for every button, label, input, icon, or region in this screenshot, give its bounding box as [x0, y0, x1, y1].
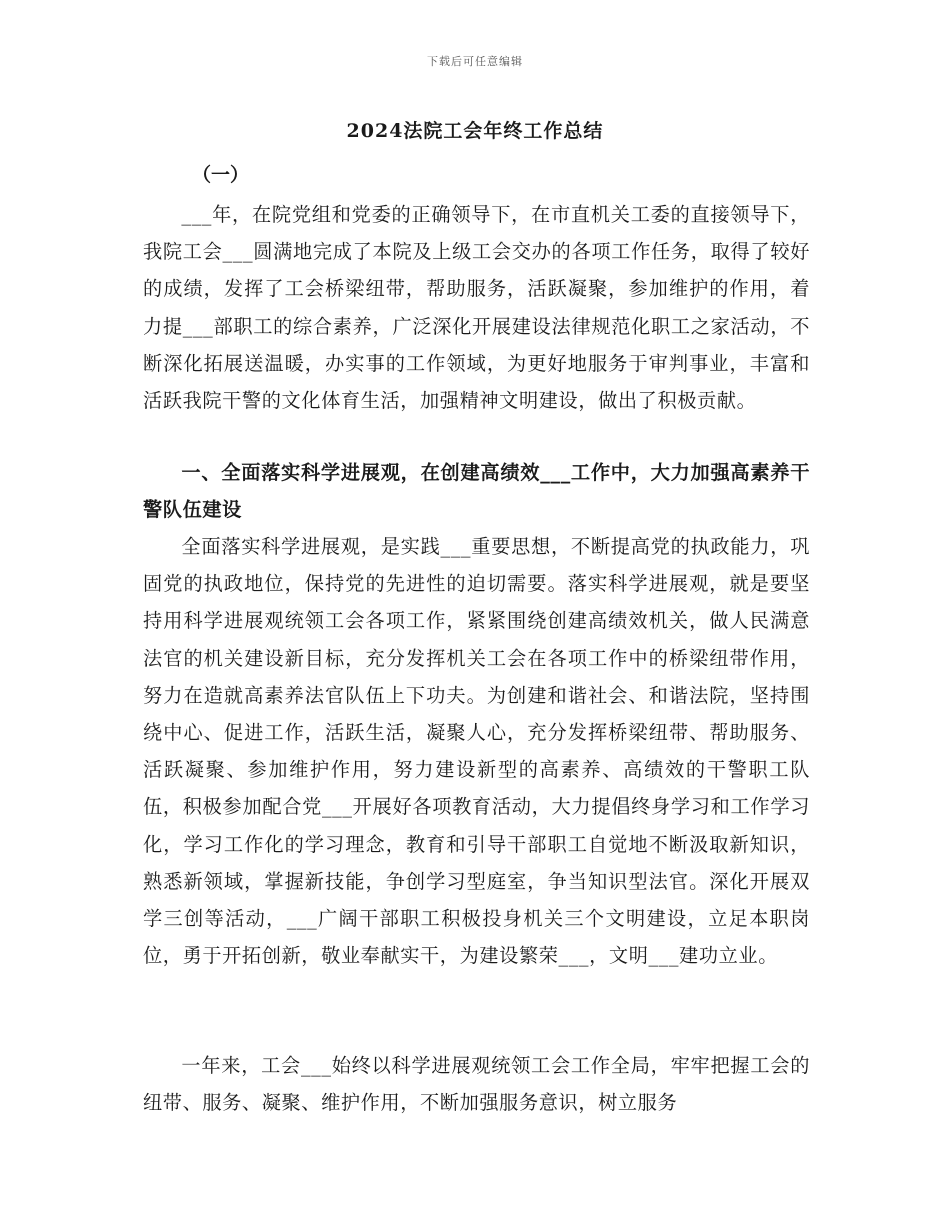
paragraph-1: ___年，在院党组和党委的正确领导下，在市直机关工委的直接领导下，我院工会___圆满地完成了本院及上级工会交办的各项工作任务，取得了较好的成绩，发挥了工会桥梁纽带，帮助服务，活跃凝聚，参加维护的作用，着力提___部职工的综合素养，广泛深化开展建设法律规范化职工之家活动，不断深化拓展送温暖，办实事的工作领域，为更好地服务于审判事业，丰富和活跃我院干警的文化体育生活，加强精神文明建设，做出了积极贡献。	[143, 203, 810, 413]
document-title: 2024法院工会年终工作总结	[346, 120, 604, 142]
paragraph-2: 全面落实科学进展观，是实践___重要思想，不断提高党的执政能力，巩固党的执政地位，保持党的先进性的迫切需要。落实科学进展观，就是要坚持用科学进展观统领工会各项工作，紧紧围绕创建高绩效机关，做人民满意法官的机关建设新目标，充分发挥机关工会在各项工作中的桥梁纽带作用，努力在造就高素养法官队伍上下功夫。为创建和谐社会、和谐法院，坚持围绕中心、促进工作，活跃生活，凝聚人心，充分发挥桥梁纽带、帮助服务、活跃凝聚、参加维护作用，努力建设新型的高素养、高绩效的干警职工队伍，积极参加配合党___开展好各项教育活动，大力提倡终身学习和工作学习化，学习工作化的学习理念，教育和引导干部职工自觉地不断汲取新知识，熟悉新领域，掌握新技能，争创学习型庭室，争当知识型法官。深化开展双学三创等活动，___广阔干部职工积极投身机关三个文明建设，立足本职岗位，勇于开拓创新，敬业奉献实干，为建设繁荣___，文明___建功立业。	[143, 535, 810, 968]
header-note: 下载后可任意编辑	[427, 55, 523, 68]
section-mark: （一）	[192, 164, 250, 186]
section-heading-1: 一、全面落实科学进展观，在创建高绩效___工作中，大力加强高素养干警队伍建设	[143, 461, 810, 522]
paragraph-3: 一年来，工会___始终以科学进展观统领工会工作全局，牢牢把握工会的纽带、服务、凝聚、维护作用，不断加强服务意识，树立服务	[143, 1054, 810, 1115]
